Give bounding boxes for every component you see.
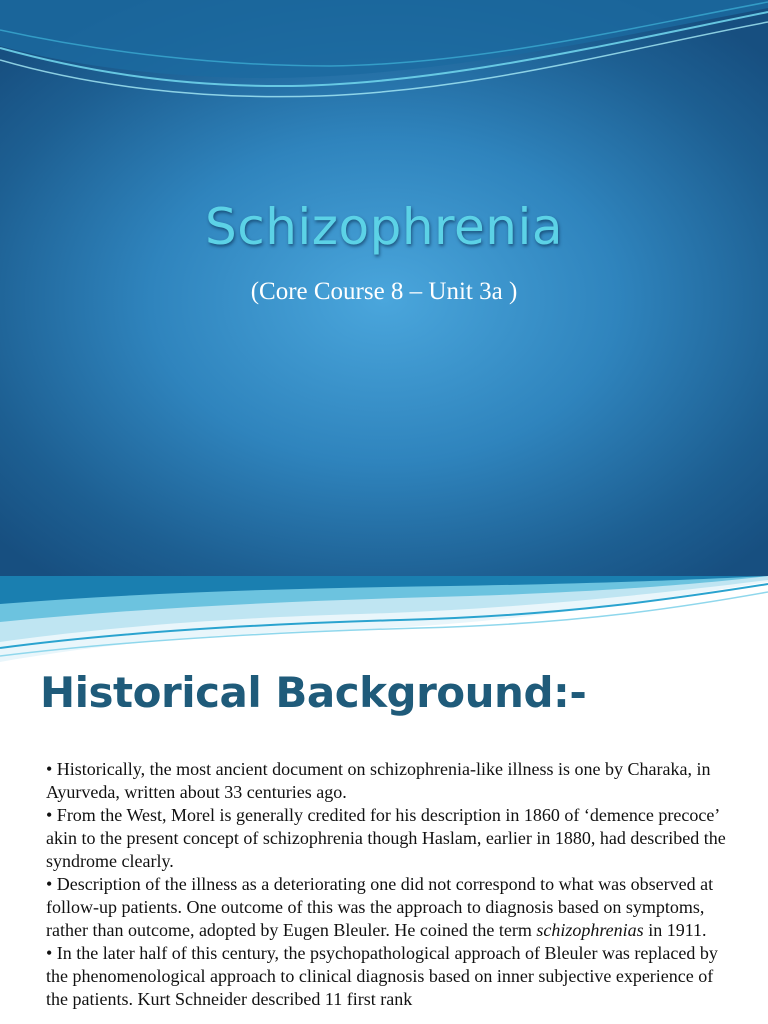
wave-decoration-top bbox=[0, 0, 768, 110]
slide-title: Schizophrenia bbox=[204, 198, 563, 256]
bullet-item: • From the West, Morel is generally credited for his description in 1860 of ‘demence precoce’ akin to the present concept of schizophrenia though Haslam, earlier in 1880, had described the syndrome clearly. bbox=[46, 805, 726, 871]
bullet-list bbox=[46, 758, 736, 1011]
bullet-item: • Historically, the most ancient document on schizophrenia-like illness is one by Charaka, in Ayurveda, written about 33 centuries ago. bbox=[46, 759, 711, 802]
bullet-term: schizophrenias bbox=[536, 920, 644, 940]
content-slide bbox=[0, 576, 768, 1024]
slide-subtitle: (Core Course 8 – Unit 3a ) bbox=[250, 278, 518, 305]
section-heading: Historical Background:- bbox=[40, 668, 587, 717]
wave-decoration-header bbox=[0, 576, 768, 666]
bullet-item bbox=[46, 873, 736, 942]
bullet-item: • In the later half of this century, the psychopathological approach of Bleuler was replaced by the phenomenological approach to clinical diagnosis based on inner subjective experience of the patients. Kurt Schneider described 11 first rank bbox=[46, 943, 718, 1009]
bullet-text: in 1911. bbox=[643, 920, 707, 940]
bullet-text: • Description of the illness as a deteriorating one did not correspond to what was observed at follow-up patients. One outcome of this was the approach to diagnosis based on symptoms, rather than outcome, adopted by Eugen Bleuler. He coined the term bbox=[46, 874, 714, 940]
